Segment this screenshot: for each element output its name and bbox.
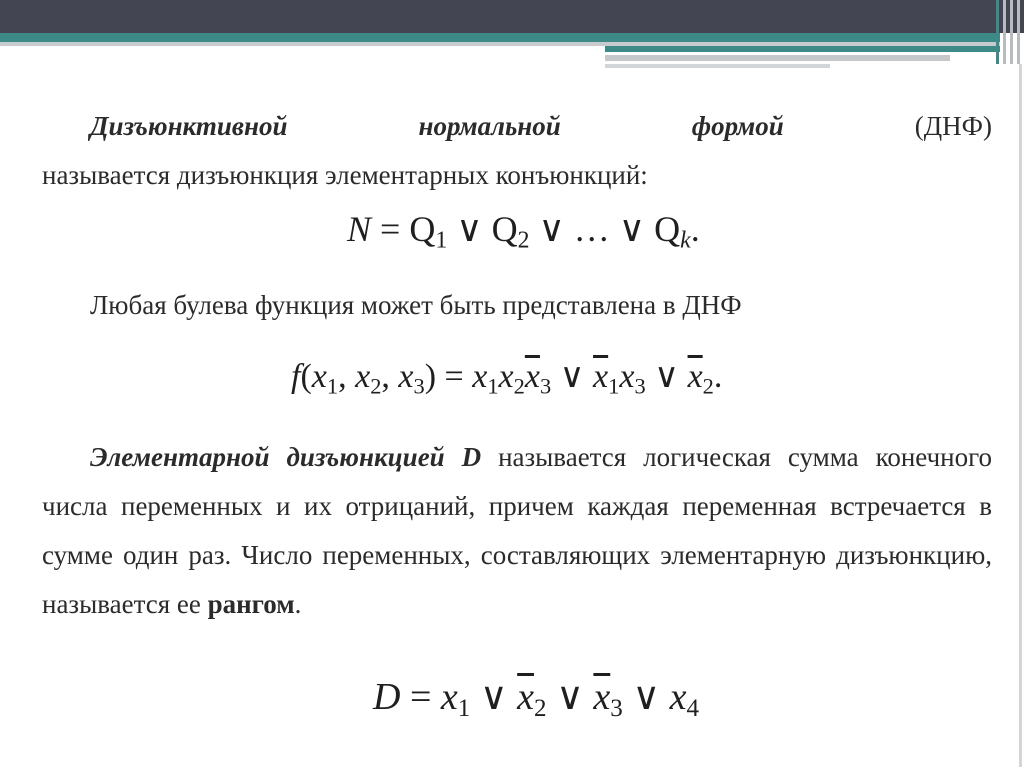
rank-term: рангом — [207, 589, 295, 619]
formula1-subk: k — [680, 227, 691, 254]
formula1-or3: ∨ — [609, 209, 655, 249]
formula2-sub: 3 — [413, 373, 425, 399]
formula2-sub: 2 — [513, 373, 525, 399]
formula2-negated-term: $\overline{x}$ — [687, 358, 703, 395]
formula2-sub: 1 — [326, 373, 339, 399]
dnf-definition — [42, 102, 992, 200]
example-formula: $f(x_1$, $x_2$, $x_3) = x_1x_2\overline{x}_3$ ∨ $\overline{x}_1x_3$ ∨ $\overline{x}_2$. — [291, 358, 723, 399]
formula3-sub: 3 — [610, 695, 623, 723]
formula3-term: x — [440, 676, 458, 718]
formula1-q2: Q — [491, 209, 518, 249]
header-band-teal — [0, 33, 1000, 42]
formula2-x2: x — [355, 358, 371, 395]
elementary-disjunction-term: Элементарной дизъюнкцией — [90, 442, 445, 472]
header-accent-gray-thin — [605, 64, 830, 68]
dnf-formula — [347, 208, 700, 255]
formula2-period: . — [713, 358, 723, 395]
formula1-sub2: 2 — [517, 227, 530, 254]
corner-line-teal — [996, 0, 999, 64]
formula1-eq: = — [371, 209, 410, 249]
dnf-definition-line2: называется дизъюнкция элементарных конъюнкций: — [42, 160, 648, 190]
formula2-negated-term: $\overline{x}$ — [593, 358, 609, 395]
dnf-term-word3: формой — [691, 111, 784, 141]
header-band-dark — [0, 0, 1024, 33]
formula1-sub1: 1 — [435, 227, 448, 254]
formula3-term: x — [669, 676, 687, 718]
formula3-sub: 1 — [457, 695, 471, 723]
formula2-sub: 2 — [702, 373, 714, 399]
formula2-sub: 1 — [487, 373, 499, 399]
dnf-abbreviation: (ДНФ) — [914, 111, 992, 141]
formula2-term: x — [472, 358, 488, 395]
formula2-negated-term: $\overline{x}$ — [524, 358, 540, 395]
elementary-disjunction-definition — [42, 433, 992, 629]
formula2-sub: 3 — [634, 373, 646, 399]
formula2-x1: x — [311, 358, 327, 395]
formula3-negated-term: $\overline{x}$ — [517, 676, 535, 718]
formula1-lhs: N — [347, 209, 372, 249]
formula2-term: x — [619, 358, 635, 395]
formula2-term: x — [498, 358, 514, 395]
corner-line-gray-2 — [1010, 0, 1013, 64]
header-accent-gray — [605, 55, 950, 61]
elementary-disjunction-period: . — [294, 589, 302, 619]
formula1-period: . — [690, 209, 700, 249]
header-accent-teal — [605, 46, 1000, 52]
dnf-term-word2: нормальной — [418, 111, 561, 141]
formula2-f: f — [291, 358, 301, 395]
formula2-x3: x — [398, 358, 414, 395]
formula2-sub: 1 — [608, 373, 620, 399]
formula3-sub: 2 — [534, 695, 547, 723]
dnf-statement: Любая булева функция может быть представлена в ДНФ — [90, 290, 742, 320]
formula3-sub: 4 — [686, 695, 700, 723]
right-border-line — [1019, 64, 1022, 767]
dnf-term-word1: Дизъюнктивной — [90, 111, 288, 141]
formula1-qk: Q — [654, 209, 681, 249]
disjunction-formula: $D = x_1$ ∨ $\overline{x}_2$ ∨ $\overline{x}_3$ ∨ $x_4$ — [373, 676, 700, 723]
elementary-disjunction-text: называется логическая сумма конечного числа переменных и их отрицаний, причем каждая переменная встречается в сумме один раз. Число переменных, составляющих элементарную дизъюнкцию, называется ее — [42, 442, 993, 619]
formula1-q1: Q — [409, 209, 436, 249]
formula2-sub: 3 — [539, 373, 552, 399]
formula3-lhs: D — [373, 676, 401, 718]
formula1-or1: ∨ — [447, 209, 492, 249]
dnf-definition-line1 — [42, 102, 992, 151]
corner-line-gray-3 — [1017, 0, 1020, 64]
formula2-sub: 2 — [370, 373, 382, 399]
corner-line-gray-1 — [1003, 0, 1006, 64]
formula1-ellipsis: … — [573, 209, 610, 249]
formula3-negated-term: $\overline{x}$ — [593, 676, 611, 718]
formula1-or2: ∨ — [529, 209, 574, 249]
elementary-disjunction-symbol: D — [461, 442, 482, 472]
